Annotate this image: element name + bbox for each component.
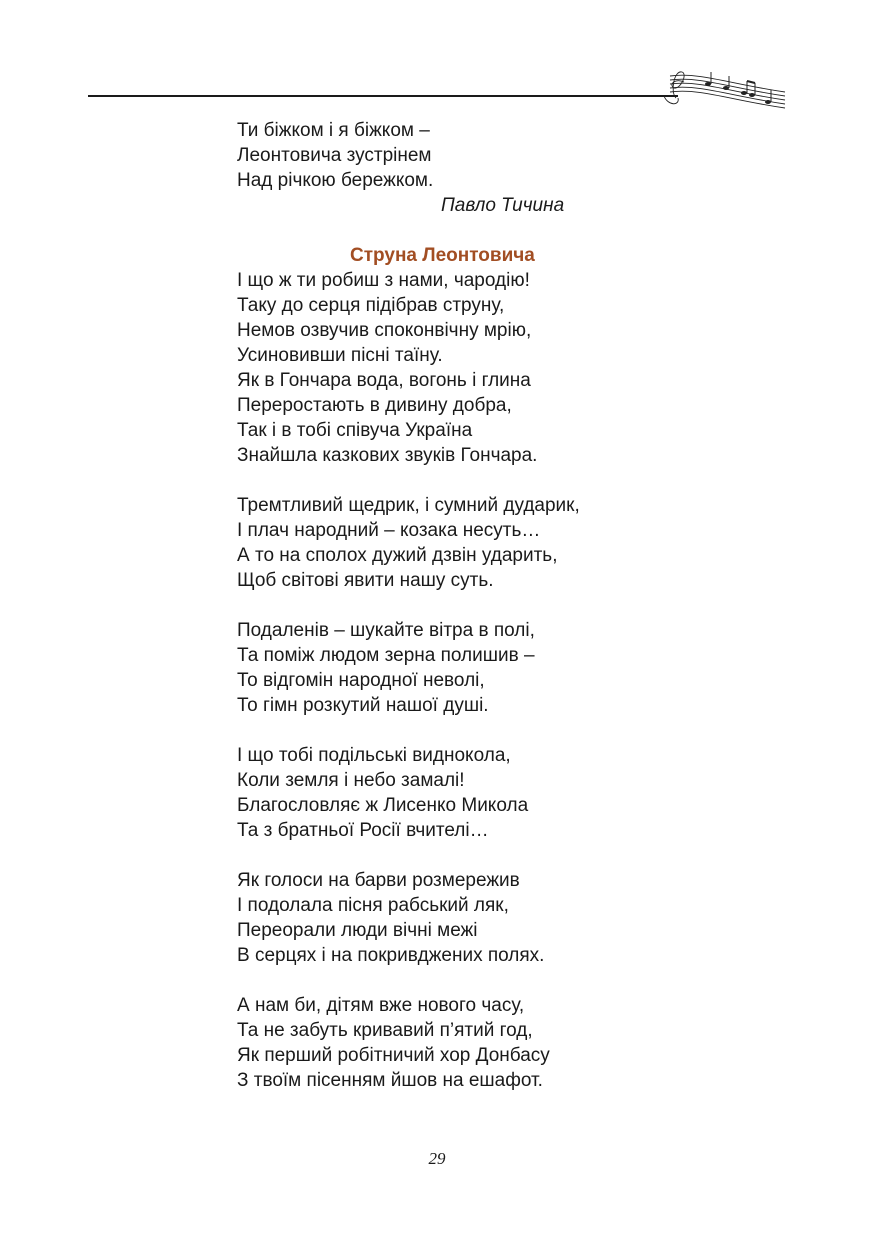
poem-line: Як голоси на барви розмережив: [237, 870, 520, 891]
poem-line: І що тобі подільські виднокола,: [237, 745, 511, 766]
poem-line: То відгомін народної неволі,: [237, 670, 485, 691]
poem-line: Тремтливий щедрик, і сумний дударик,: [237, 495, 580, 516]
poem-line: Переорали люди вічні межі: [237, 920, 478, 941]
poem-line: З твоїм пісенням йшов на ешафот.: [237, 1070, 543, 1091]
poem-title: Струна Леонтовича: [350, 245, 535, 266]
poem-line: Так і в тобі співуча Україна: [237, 420, 473, 441]
stanza-1: [237, 268, 537, 468]
intro-line: Ти біжком і я біжком –: [237, 120, 430, 141]
stanza-3: [237, 618, 535, 718]
poem-line: Немов озвучив споконвічну мрію,: [237, 320, 532, 341]
page-number: 29: [428, 1149, 446, 1168]
stanza-5: [237, 868, 544, 968]
music-staff-ornament-icon: [660, 62, 790, 118]
poem-line: Як перший робітничий хор Донбасу: [237, 1045, 550, 1066]
poem-line: І плач народний – козака несуть…: [237, 520, 541, 541]
poem-line: Коли земля і небо замалі!: [237, 770, 465, 791]
poem-line: Благословляє ж Лисенко Микола: [237, 795, 529, 816]
header-rule: [88, 95, 678, 97]
poem-line: В серцях і на покривджених полях.: [237, 945, 545, 966]
poem-line: Та не забуть кривавий п’ятий год,: [237, 1020, 533, 1041]
poem-line: Подаленів – шукайте вітра в полі,: [237, 620, 535, 641]
poem-line: Таку до серця підібрав струну,: [237, 295, 505, 316]
intro-line: Леонтовича зустрінем: [237, 145, 432, 166]
poem-line: Усиновивши пісні таїну.: [237, 345, 443, 366]
intro-epigraph: [237, 118, 657, 193]
poem-line: А нам би, дітям вже нового часу,: [237, 995, 525, 1016]
poem-line: А то на сполох дужий дзвін ударить,: [237, 545, 558, 566]
stanza-2: [237, 493, 580, 593]
poem-line: Та поміж людом зерна полишив –: [237, 645, 535, 666]
stanza-4: [237, 743, 528, 843]
poem-line: Знайшла казкових звуків Гончара.: [237, 445, 538, 466]
poem-line: І що ж ти робиш з нами, чародію!: [237, 270, 530, 291]
poem-line: Переростають в дивину добра,: [237, 395, 512, 416]
epigraph-author: Павло Тичина: [441, 195, 565, 216]
poem-line: Щоб світові явити нашу суть.: [237, 570, 494, 591]
stanza-6: [237, 993, 550, 1093]
intro-line: Над річкою бережком.: [237, 170, 434, 191]
poem-line: Та з братньої Росії вчителі…: [237, 820, 489, 841]
poem-line: Як в Гончара вода, вогонь і глина: [237, 370, 531, 391]
poem-line: То гімн розкутий нашої душі.: [237, 695, 489, 716]
poem-line: І подолала пісня рабський ляк,: [237, 895, 509, 916]
